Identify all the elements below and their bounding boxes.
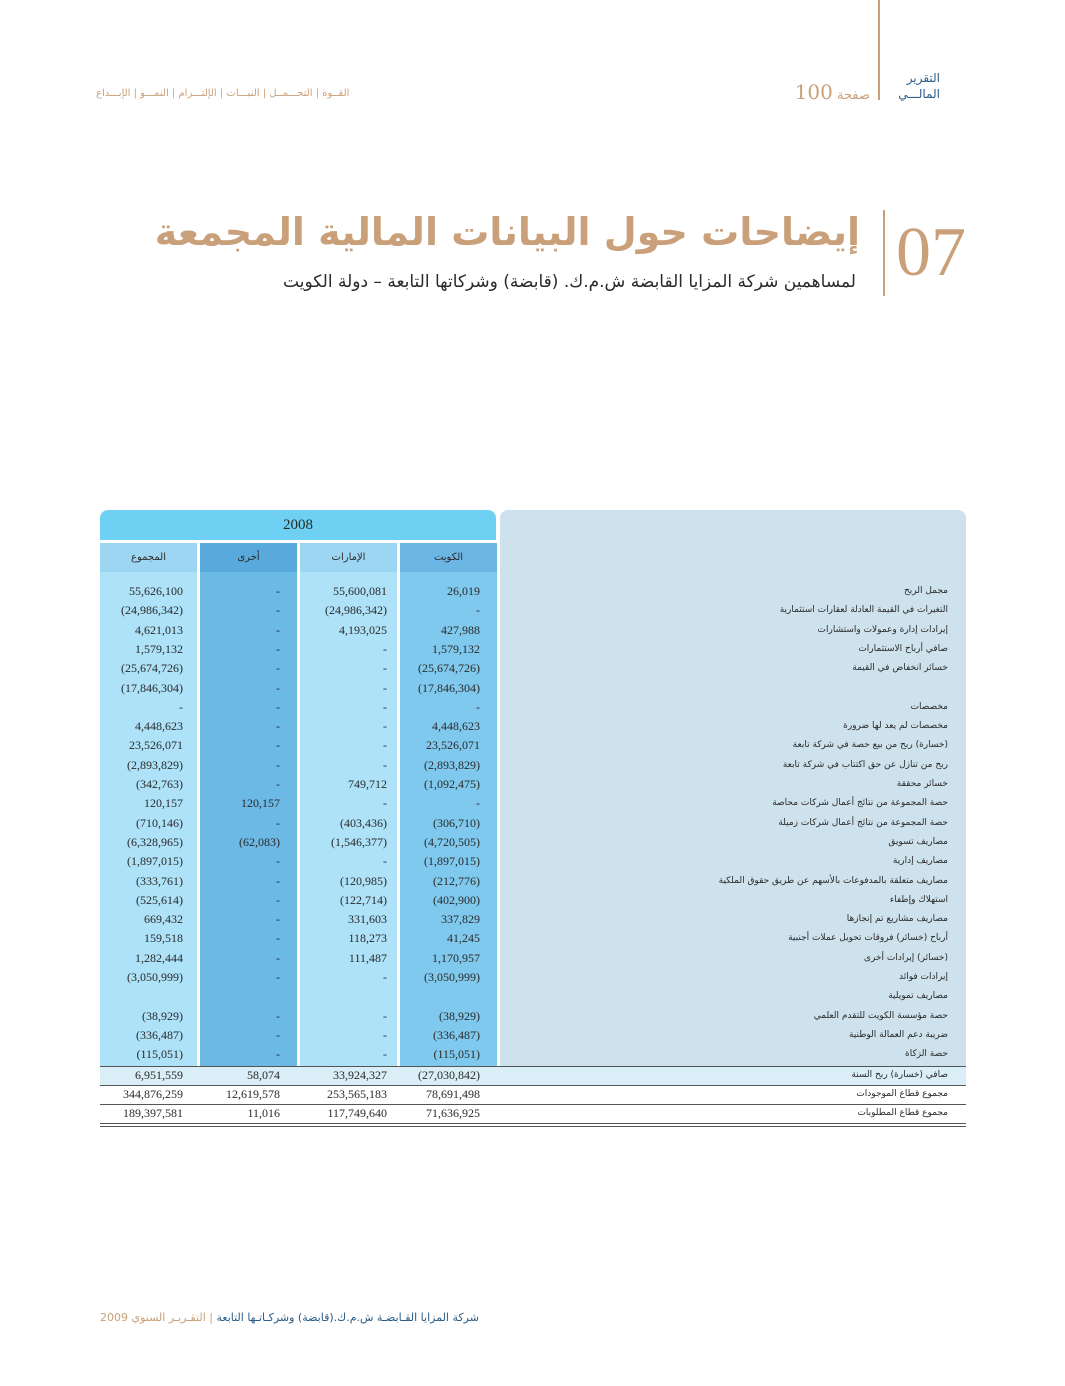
cell-uae: (1,546,377) bbox=[331, 834, 387, 849]
cell-kuwait: 427,988 bbox=[441, 622, 480, 637]
cell-other: - bbox=[276, 777, 280, 791]
row-label: حصة المجموعة من نتائج أعمال شركات محاصة bbox=[772, 798, 948, 809]
cell-total: (710,146) bbox=[136, 815, 183, 830]
table-row bbox=[100, 717, 966, 736]
table-row bbox=[100, 891, 966, 910]
header-values-strip: القــوة | التحـــمــل | النبـــات | الإلتـــزام | النمـــو | الإبـــداع bbox=[96, 88, 350, 99]
table-row bbox=[100, 659, 966, 678]
table-row bbox=[100, 1026, 966, 1045]
cell-total: 4,621,013 bbox=[135, 622, 183, 637]
cell-total: 189,397,581 bbox=[123, 1106, 183, 1121]
cell-total: 4,448,623 bbox=[135, 719, 183, 734]
cell-total: 120,157 bbox=[144, 796, 183, 811]
row-label: مصاريف تسويق bbox=[888, 836, 948, 847]
row-label: أرباح (خسائر) فروقات تحويل عملات أجنبية bbox=[788, 933, 948, 944]
row-label: مجموع قطاع الموجودات bbox=[856, 1088, 948, 1099]
header-report-line2: المالـــي bbox=[898, 87, 940, 101]
table-row bbox=[100, 1007, 966, 1026]
row-label: مصاريف مشاريع تم إنجازها bbox=[846, 914, 948, 925]
table-row bbox=[100, 621, 966, 640]
cell-total: 669,432 bbox=[144, 912, 183, 927]
cell-total: (342,763) bbox=[136, 777, 183, 791]
footer-separator: | bbox=[209, 1311, 213, 1324]
table-row bbox=[100, 679, 966, 698]
header-page-number bbox=[770, 80, 870, 104]
cell-kuwait: (2,893,829) bbox=[424, 757, 480, 772]
cell-kuwait: - bbox=[476, 699, 480, 714]
section-subtitle: لمساهمين شركة المزايا القابضة ش.م.ك. (قابضة) وشركاتها التابعة – دولة الكويت bbox=[283, 272, 856, 292]
footer-report: التقـريـر السنوي 2009 bbox=[100, 1311, 206, 1324]
cell-other: 11,016 bbox=[247, 1106, 280, 1121]
cell-total: (525,614) bbox=[136, 892, 183, 907]
cell-other: 58,074 bbox=[247, 1067, 280, 1082]
cell-total: (3,050,999) bbox=[127, 970, 183, 984]
cell-total: (1,897,015) bbox=[127, 854, 183, 869]
cell-total: 55,626,100 bbox=[129, 584, 183, 598]
table-row bbox=[100, 1045, 966, 1064]
cell-other: - bbox=[276, 757, 280, 772]
cell-uae: (120,985) bbox=[340, 873, 387, 888]
section-number: 07 bbox=[896, 214, 966, 291]
cell-total: (333,761) bbox=[136, 873, 183, 888]
cell-uae: - bbox=[383, 1008, 387, 1023]
cell-uae: - bbox=[383, 854, 387, 869]
cell-other: - bbox=[276, 738, 280, 753]
summary-row bbox=[100, 1085, 966, 1104]
table-row bbox=[100, 968, 966, 987]
footer-company: شركة المزايا القـابضـة ش.م.ك.(قابضة) وشركـاتـها التابعة bbox=[216, 1311, 479, 1324]
table-row bbox=[100, 698, 966, 717]
row-label: حصة مؤسسة الكويت للتقدم العلمي bbox=[813, 1010, 948, 1021]
cell-uae: 117,749,640 bbox=[327, 1106, 387, 1121]
cell-other: - bbox=[276, 1008, 280, 1023]
row-label: مخصصات لم يعد لها ضرورة bbox=[843, 721, 948, 732]
table-row bbox=[100, 736, 966, 755]
table-row bbox=[100, 872, 966, 891]
row-label: مخصصات bbox=[910, 701, 948, 712]
cell-kuwait: (17,846,304) bbox=[418, 680, 480, 695]
cell-kuwait: (402,900) bbox=[433, 892, 480, 907]
cell-kuwait: 41,245 bbox=[447, 931, 480, 946]
cell-total: 1,579,132 bbox=[135, 641, 183, 656]
row-label: حصة المجموعة من نتائج أعمال شركات زميلة bbox=[778, 817, 948, 828]
row-label: استهلاك وإطفاء bbox=[889, 894, 948, 905]
table-row bbox=[100, 833, 966, 852]
cell-kuwait: (1,897,015) bbox=[424, 854, 480, 869]
cell-kuwait: (27,030,842) bbox=[418, 1067, 480, 1082]
cell-kuwait: (306,710) bbox=[433, 815, 480, 830]
cell-kuwait: (3,050,999) bbox=[424, 970, 480, 984]
cell-total: 6,951,559 bbox=[135, 1067, 183, 1082]
row-label bbox=[505, 679, 948, 698]
cell-kuwait: (25,674,726) bbox=[418, 661, 480, 676]
cell-other: - bbox=[276, 1047, 280, 1062]
cell-total: (115,051) bbox=[136, 1047, 183, 1062]
row-label: التغيرات في القيمة العادلة لعقارات استثمارية bbox=[779, 605, 948, 616]
column-header-total: المجموع bbox=[100, 543, 197, 572]
cell-total: (38,929) bbox=[142, 1008, 183, 1023]
cell-other: - bbox=[276, 584, 280, 598]
cell-kuwait bbox=[400, 987, 480, 1006]
cell-other: - bbox=[276, 970, 280, 984]
cell-other: - bbox=[276, 622, 280, 637]
table-row bbox=[100, 582, 966, 601]
cell-uae: - bbox=[383, 757, 387, 772]
cell-kuwait: 4,448,623 bbox=[432, 719, 480, 734]
cell-kuwait: 1,579,132 bbox=[432, 641, 480, 656]
cell-total: (6,328,965) bbox=[127, 834, 183, 849]
cell-uae: - bbox=[383, 1047, 387, 1062]
cell-uae: (403,436) bbox=[340, 815, 387, 830]
row-label: مجموع قطاع المطلوبات bbox=[857, 1108, 948, 1119]
cell-kuwait: 337,829 bbox=[441, 912, 480, 927]
row-label: خسائر انخفاض في القيمة bbox=[852, 663, 948, 674]
cell-uae: 749,712 bbox=[348, 777, 387, 791]
table-row bbox=[100, 756, 966, 775]
cell-kuwait: (115,051) bbox=[433, 1047, 480, 1062]
header-report-label bbox=[884, 70, 940, 102]
cell-total: 1,282,444 bbox=[135, 950, 183, 965]
row-label: صافي أرباح الاستثمارات bbox=[858, 643, 948, 654]
cell-other: - bbox=[276, 661, 280, 676]
cell-kuwait: 26,019 bbox=[447, 584, 480, 598]
cell-uae: - bbox=[383, 1027, 387, 1042]
cell-other: - bbox=[276, 680, 280, 695]
row-label: ربح من تنازل عن حق اكتتاب في شركة تابعة bbox=[782, 759, 948, 770]
title-divider bbox=[883, 210, 885, 296]
cell-kuwait: (38,929) bbox=[439, 1008, 480, 1023]
cell-uae: - bbox=[383, 970, 387, 984]
cell-other: - bbox=[276, 603, 280, 618]
cell-total: (24,986,342) bbox=[121, 603, 183, 618]
cell-other: - bbox=[276, 1027, 280, 1042]
row-label: (خسائر) إيرادات أخرى bbox=[863, 952, 948, 963]
row-label: مصاريف متعلقة بالمدفوعات بالأسهم عن طريق حقوق الملكية bbox=[718, 875, 948, 886]
footer bbox=[100, 1311, 500, 1324]
cell-other: - bbox=[276, 873, 280, 888]
cell-kuwait: 78,691,498 bbox=[426, 1086, 480, 1101]
table-row bbox=[100, 640, 966, 659]
cell-other: - bbox=[276, 719, 280, 734]
cell-uae: (122,714) bbox=[340, 892, 387, 907]
cell-uae: - bbox=[383, 738, 387, 753]
row-label: مصاريف إدارية bbox=[892, 856, 948, 867]
cell-other: - bbox=[276, 699, 280, 714]
cell-kuwait: (336,487) bbox=[433, 1027, 480, 1042]
cell-uae: - bbox=[383, 719, 387, 734]
table-row bbox=[100, 794, 966, 813]
table-row bbox=[100, 852, 966, 871]
column-header-other: أخرى bbox=[200, 543, 297, 572]
cell-uae: 33,924,327 bbox=[333, 1067, 387, 1082]
row-label: حصة الزكاة bbox=[904, 1049, 948, 1060]
row-label: ضريبة دعم العمالة الوطنية bbox=[848, 1029, 948, 1040]
table-row bbox=[100, 775, 966, 794]
cell-other: - bbox=[276, 931, 280, 946]
header-divider bbox=[878, 0, 880, 100]
row-label: إيرادات إدارة وعمولات واستشارات bbox=[817, 624, 948, 635]
cell-uae: 55,600,081 bbox=[333, 584, 387, 598]
table-bottom-rule bbox=[100, 1126, 966, 1127]
row-label: إيرادات فوائد bbox=[899, 972, 948, 982]
cell-total: (336,487) bbox=[136, 1027, 183, 1042]
cell-total: - bbox=[179, 699, 183, 714]
cell-total: (17,846,304) bbox=[121, 680, 183, 695]
segment-table bbox=[100, 510, 966, 1130]
cell-kuwait: - bbox=[476, 796, 480, 811]
cell-kuwait: (1,092,475) bbox=[424, 777, 480, 791]
table-row bbox=[100, 987, 966, 1006]
cell-uae: - bbox=[383, 796, 387, 811]
page-number: 100 bbox=[794, 80, 833, 104]
cell-other: - bbox=[276, 815, 280, 830]
column-header-uae: الإمارات bbox=[300, 543, 397, 572]
cell-total: 23,526,071 bbox=[129, 738, 183, 753]
cell-kuwait: (4,720,505) bbox=[424, 834, 480, 849]
cell-kuwait: (212,776) bbox=[433, 873, 480, 888]
table-row bbox=[100, 910, 966, 929]
table-row bbox=[100, 601, 966, 620]
row-label: خسائر محققة bbox=[896, 779, 948, 789]
cell-total: 159,518 bbox=[144, 931, 183, 946]
cell-uae: - bbox=[383, 641, 387, 656]
cell-other: - bbox=[276, 854, 280, 869]
cell-uae: (24,986,342) bbox=[325, 603, 387, 618]
cell-uae: - bbox=[383, 661, 387, 676]
cell-kuwait: 23,526,071 bbox=[426, 738, 480, 753]
cell-uae: 111,487 bbox=[348, 950, 387, 965]
cell-total: (25,674,726) bbox=[121, 661, 183, 676]
cell-other: - bbox=[276, 641, 280, 656]
summary-row bbox=[100, 1066, 966, 1085]
table-row bbox=[100, 949, 966, 968]
cell-uae: - bbox=[383, 699, 387, 714]
cell-other: - bbox=[276, 950, 280, 965]
cell-uae: 4,193,025 bbox=[339, 622, 387, 637]
cell-other bbox=[200, 987, 280, 1006]
year-header: 2008 bbox=[100, 510, 496, 540]
cell-kuwait: - bbox=[476, 603, 480, 618]
section-title: إيضاحات حول البيانات المالية المجمعة bbox=[154, 210, 860, 254]
cell-uae: 118,273 bbox=[348, 931, 387, 946]
cell-kuwait: 71,636,925 bbox=[426, 1106, 480, 1121]
cell-uae bbox=[300, 987, 387, 1006]
cell-uae: - bbox=[383, 680, 387, 695]
cell-other: 120,157 bbox=[241, 796, 280, 811]
cell-other: - bbox=[276, 892, 280, 907]
column-header-kuwait: الكويت bbox=[400, 543, 497, 572]
table-row bbox=[100, 929, 966, 948]
cell-uae: 331,603 bbox=[348, 912, 387, 927]
cell-other: - bbox=[276, 912, 280, 927]
table-bottom-rule bbox=[100, 1123, 966, 1124]
row-label: مجمل الربح bbox=[903, 586, 948, 596]
cell-other: (62,083) bbox=[239, 834, 280, 849]
cell-total bbox=[100, 987, 183, 1006]
cell-kuwait: 1,170,957 bbox=[432, 950, 480, 965]
page-word: صفحة bbox=[837, 88, 870, 103]
row-label: صافي (خسارة) ربح السنة bbox=[851, 1069, 948, 1080]
cell-total: 344,876,259 bbox=[123, 1086, 183, 1101]
cell-total: (2,893,829) bbox=[127, 757, 183, 772]
header-report-line1: التقرير bbox=[906, 71, 940, 85]
row-label: (خسارة) ربح من بيع حصة في شركة تابعة bbox=[792, 740, 948, 751]
cell-other: 12,619,578 bbox=[226, 1086, 280, 1101]
table-row bbox=[100, 814, 966, 833]
row-label: مصاريف تمويلية bbox=[888, 991, 948, 1002]
summary-row bbox=[100, 1104, 966, 1123]
cell-uae: 253,565,183 bbox=[327, 1086, 387, 1101]
